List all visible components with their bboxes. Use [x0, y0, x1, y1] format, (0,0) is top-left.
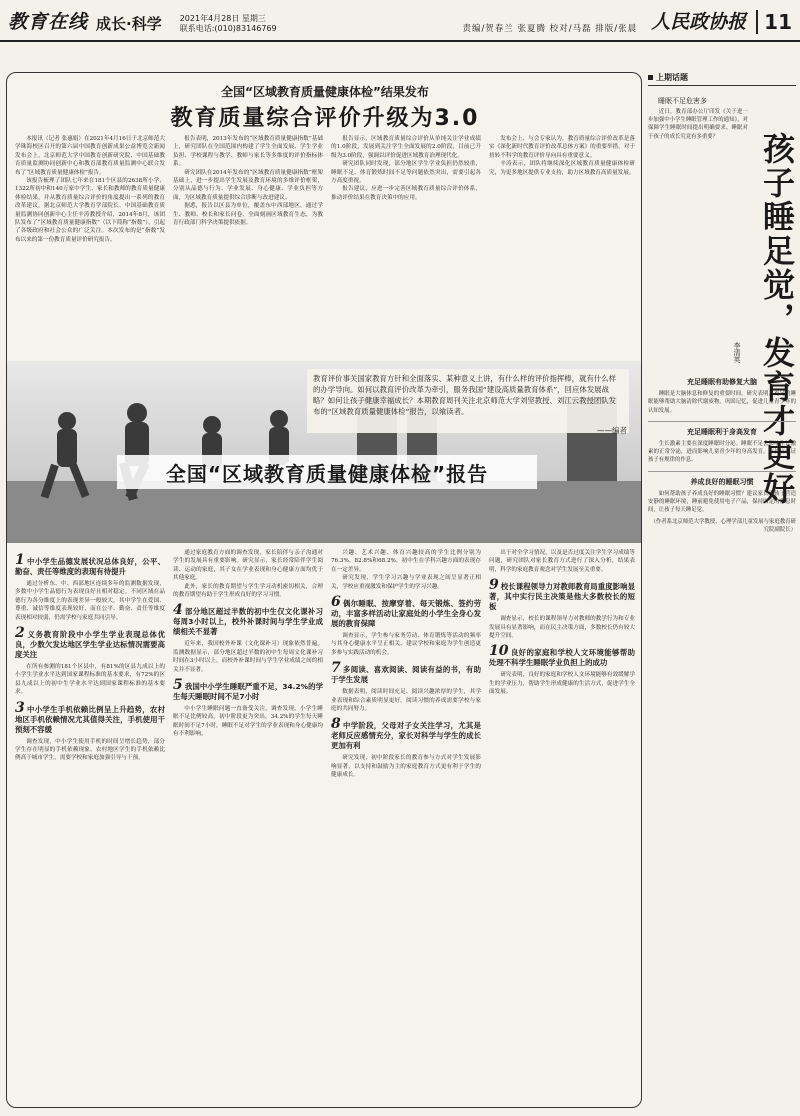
sidebar-vertical-title: 孩子睡足觉，发育才更好	[758, 132, 796, 506]
sidebar-section-text: 生长激素主要在深度睡眠时分泌。睡眠不足会影响生长激素的正常分泌，进而影响儿童青少年的身高发育。家长应保证孩子有规律的作息。	[648, 441, 796, 464]
divider	[648, 471, 796, 472]
sidebar-body	[648, 372, 796, 1102]
finding-text: 调查显示，学生参与家务劳动、体育锻炼等活动的频率与其身心健康水平呈正相关，建议学校和家庭为学生创造更多参与实践活动的机会。	[331, 633, 481, 656]
body-paragraph: 兴趣、艺术兴趣、体育兴趣较高的学生比例分别为76.3%、82.8%和68.2%。初中生在学科兴趣方面的表现存在一定差异。	[331, 550, 481, 573]
finding-title: 中小学生品德发展状况总体良好，公平、勤奋、责任等维度的表现有待提升	[15, 557, 165, 576]
finding-number: 9	[489, 577, 499, 594]
finding-number: 5	[173, 677, 183, 694]
finding-number: 3	[15, 699, 25, 716]
body-paragraph: 此外，家长的教育期望与学生学习动机密切相关，合理的教育期望有助于学生形成良好的学习习惯。	[173, 583, 323, 599]
finding-number: 1	[15, 552, 25, 568]
masthead-logo: 教育在线	[8, 11, 89, 33]
finding-text: 数据表明，阅读时间充足、阅读兴趣浓厚的学生，其学业表现和综合素质明显更好。阅读习惯的养成需要学校与家庭的共同努力。	[331, 689, 481, 713]
lead-column-3	[331, 135, 481, 357]
finding-text: 近年来，我国校外补课（文化课补习）现象依然普遍。监测数据显示，部分地区超过半数的初中生每周文化课补习时间在3小时以上，而校外补课时间与学生学业成绩之间的相关并不显著。	[173, 641, 323, 673]
finding-number: 6	[331, 594, 341, 611]
sidebar-label-text: 上期话题	[656, 73, 688, 82]
sidebar-intro	[648, 108, 748, 338]
finding-heading	[15, 625, 165, 660]
finding-number: 8	[331, 716, 341, 733]
intro-source: ——编者	[597, 426, 627, 435]
editor-intro: 教育评价事关国家教育方针和全面落实、某种意义上讲，有什么样的评价指挥棒，就有什么样的办学导向。如何以教育评价改革为牵引，服务我国“建设高质量教育体系”，回应体发展战略？如何让孩子健康幸福成长？本期教育周刊关注北京师范大学刘坚教授、刘江云教授团队发布的“区域教育质量健康体检”报告，以飨读者。	[307, 369, 629, 433]
finding-heading	[173, 677, 323, 702]
finding-text: 研究表明，良好的家庭和学校人文环境能够有效缓解学生的学业压力，帮助学生形成健康的生活方式，促进学生全面发展。	[489, 672, 635, 696]
sidebar-section-title: 充足睡眠有助修复大脑	[687, 378, 757, 386]
author-note: （作者系北京师范大学教授、心理学部儿童发展与家庭教育研究院副院长）	[650, 519, 796, 534]
body-paragraph: 报告显示，区域教育质量综合评价从单纯关注学业成绩的1.0阶段，发展到关注学生全面发展的2.0阶段，目前已升级为3.0阶段，强调以评价促进区域教育治理现代化。	[331, 136, 481, 159]
square-bullet-icon	[648, 75, 653, 80]
sidebar-section-text: 睡眠是大脑休息和修复的重要时间。研究表明，充足的睡眠能够帮助大脑清除代谢废物，巩固记忆，促进儿童青少年的认知发展。	[648, 391, 796, 414]
finding-title: 部分地区超过半数的初中生仅文化课补习每周3小时以上，校外补课时间与学生学业成绩相关不显著	[173, 607, 323, 637]
report-column-4	[489, 549, 635, 1105]
report-column-2	[173, 549, 323, 1105]
finding-text: 调查显示，校长的课程领导力对教师的教学行为和专业发展具有显著影响，而在民主决策方面，多数校长仍有较大提升空间。	[489, 616, 635, 640]
page-header	[0, 0, 800, 42]
lead-paragraph: 该报告梳理了团队七年来在181个区县的2638所小学、1322所初中和140万家中学生、家长和教师的教育质量健康体检结果，并从教育质量综合评价的角度提出一系列的教育改革建议。据北京师范大学教育学部院长、中国基础教育质量监测协同创新中心主任辛涛教授介绍，2014年8月，该团队发布了“区域教育质量健康指数”（以下简称“指数”），引起了各级政府和社会公众的广泛关注。本次发布的是“指数”发布以来的第一份教育质量评价研究报告。	[15, 178, 165, 243]
finding-title: 偶尔睡眠、按摩穿着、每天锻炼、签约劳动，丰富多样活动让家庭处的小学生全身心发展的教育保障	[331, 599, 481, 629]
sidebar-column	[648, 72, 796, 1108]
sidebar-section-text: 如何帮助孩子养成良好的睡眠习惯？建议家长为孩子营造安静的睡眠环境，睡前避免使用电子产品，保持固定的作息时间，让孩子每天睡足觉。	[648, 490, 796, 514]
report-banner-title: 全国“区域教育质量健康体检”报告	[165, 461, 489, 486]
finding-heading	[489, 643, 635, 668]
finding-title: 多阅读、喜欢阅读、阅读有益的书，有助于学生发展	[331, 665, 481, 685]
editor-credits: 责编/贺春兰 张夏腾 校对/马磊 排版/张晨	[462, 24, 638, 34]
body-paragraph: 报告表明，2013年发布的“区域教育质量健康指数”基础上，研究团队在全国范围内构建了学生全面发展、学生学业负担、学校课程与教学、教师与家长等多维度的评价指标体系。	[173, 136, 323, 168]
sidebar-section-title: 充足睡眠利于身高发育	[687, 427, 757, 436]
section-name: 成长·科学	[96, 15, 162, 33]
finding-text: 通过分析东、中、西部地区连续多年的监测数据发现，多数中小学生品德行为表现良好且相对稳定。不同区域在品德行为各分维度上的表现差异一般较大，其中学生在爱国、尊重、诚信等维度表现较好，而在公平、勤奋、责任等维度表现相对较弱，仍需学校与家庭共同引导。	[15, 581, 165, 621]
article-headline: 教育质量综合评价升级为3.0	[170, 106, 480, 131]
body-paragraph: 报告建议，应进一步完善区域教育质量综合评价体系，推动评价结果在教育决策中的应用。	[331, 186, 481, 201]
divider	[648, 421, 796, 422]
body-paragraph: 辛涛表示，团队将继续深化区域教育质量健康体检研究，为更多地区提供专业支持，助力区域教育高质量发展。	[489, 161, 635, 176]
finding-title: 我国中小学生睡眠严重不足，34.2%的学生每天睡眠时间不足7小时	[173, 682, 323, 702]
finding-heading	[331, 660, 481, 685]
body-paragraph: 出于对全学习情况，以及是否过度关注学生学习成绩等问题，研究团队对家长教育方式进行了深入分析，结果表明，科学的家庭教育观念对学生发展至关重要。	[489, 550, 635, 573]
body-paragraph: 研究发现，学生学习兴趣与学业表现之间呈显著正相关，学校应重视激发和保护学生的学习兴趣。	[331, 575, 481, 590]
lead-column-1	[15, 135, 165, 357]
finding-title: 中小学生手机依赖比例呈上升趋势，农村地区手机依赖情况尤其值得关注，手机使用干预刻不容缓	[15, 704, 165, 734]
finding-number: 4	[173, 602, 183, 619]
sidebar-subtitle: 睡眠不足危害多	[658, 97, 707, 105]
finding-heading	[331, 716, 481, 751]
sidebar-author: 李清英	[733, 342, 741, 363]
lead-paragraph: 本报讯（记者 张惠娟）在2021年4月16日于北京师范大学珠海校区召开的第六届中国教育创新成果公益博览会新闻发布会上，北京师范大学中国教育创新研究院、中国基础教育质量监测协同创新中心和教育部教育质量监测中心联合发布了“区域教育质量健康体检”报告。	[15, 136, 165, 176]
finding-heading	[173, 602, 323, 637]
article-kicker: 全国“区域教育质量健康体检”结果发布	[221, 85, 429, 99]
finding-number: 7	[331, 660, 341, 677]
sidebar-intro-text: 近日，教育部办公厅印发《关于进一步加强中小学生睡眠管理工作的通知》，对保障学生睡眠时间提出明确要求。睡眠对于孩子的成长究竟有多重要？	[648, 109, 748, 140]
finding-title: 校长课程领导力对教师教育局重度影响显著，其中实行民主决策是他大多数校长的短板	[489, 582, 635, 612]
finding-title: 义务教育阶段中小学生学业表现总体优良，少数欠发达地区学生学业达标情况需要高度关注	[15, 630, 165, 660]
finding-title: 中学阶段，父母对子女关注学习，尤其是老师反应感情充分，家长对科学与学生的成长更加有利	[331, 721, 481, 751]
page-number: 11	[756, 10, 792, 34]
finding-number: 2	[15, 625, 25, 642]
finding-heading	[489, 577, 635, 612]
lead-column-2	[173, 135, 323, 357]
finding-title: 良好的家庭和学校人文环境能够帮助处理不科学生睡眠学业负担上的成功	[489, 648, 635, 668]
finding-text: 在所有参测的181个区县中，有81%的区县九成以上的小学生学业水平达到国家课程标准的基本要求，有72%的区县九成以上的初中生学业水平达到国家课程标准的基本要求。	[15, 664, 165, 696]
report-column-3	[331, 549, 481, 1105]
finding-number: 10	[489, 643, 509, 660]
body-paragraph: 据悉，报告以区县为单位，覆盖东中西部地区，通过学生、教师、校长和家长问卷，全面刻画区域教育生态，为教育行政部门科学决策提供依据。	[173, 203, 323, 227]
finding-text: 研究发现，初中阶段家长的教育参与方式对学生发展影响显著，以支持和鼓励为主的家庭教育方式更有利于学生的健康成长。	[331, 755, 481, 779]
report-banner	[117, 455, 537, 489]
paper-name: 人民政协报	[651, 11, 747, 33]
finding-heading	[15, 552, 165, 577]
finding-text: 调查发现，中小学生使用手机的时间呈增长趋势，部分学生存在明显的手机依赖现象，农村地区学生的手机依赖比例高于城市学生，需要学校和家庭加强引导与干预。	[15, 738, 165, 762]
body-paragraph: 研究团队同时发现，部分地区学生学业负担仍然较重，睡眠不足、体育锻炼时间不足等问题依然突出，需要引起各方高度重视。	[331, 161, 481, 185]
issue-date: 2021年4月28日 星期三	[179, 14, 266, 23]
sidebar-label	[648, 72, 796, 86]
report-column-1	[15, 549, 165, 1105]
date-block	[180, 14, 277, 34]
body-paragraph: 研究团队在2014年发布的“区域教育质量健康指数”框架基础上，进一步提出学生发展及教育环境的多维评价框架，分别从品德与行为、学业发展、身心健康、学业负担等方面，为区域教育质量提供综合诊断与改进建议。	[173, 169, 323, 201]
finding-heading	[331, 594, 481, 629]
lead-column-4	[489, 135, 635, 357]
sidebar-section-title: 养成良好的睡眠习惯	[690, 477, 754, 486]
finding-heading	[15, 699, 165, 735]
main-article	[6, 72, 642, 1108]
body-paragraph: 通过家庭教育方面的调查发现，家长陪伴与亲子沟通对学生的发展具有重要影响。研究显示，家长经常陪伴学生阅读、运动的家庭，其子女在学业表现和身心健康方面均优于其他家庭。	[173, 550, 323, 582]
finding-text: 中小学生睡眠问题一直备受关注。调查发现，小学生睡眠不足比例较高，初中阶段更为突出，34.2%的学生每天睡眠时间不足7小时，睡眠不足对学生的学业表现和身心健康均有不利影响。	[173, 706, 323, 738]
contact-phone: 联系电话:(010)83146769	[179, 24, 277, 33]
body-paragraph: 发布会上，与会专家认为，教育质量综合评价改革是落实《深化新时代教育评价改革总体方案》的重要举措，对于扭转不科学的教育评价导向具有重要意义。	[489, 136, 635, 159]
